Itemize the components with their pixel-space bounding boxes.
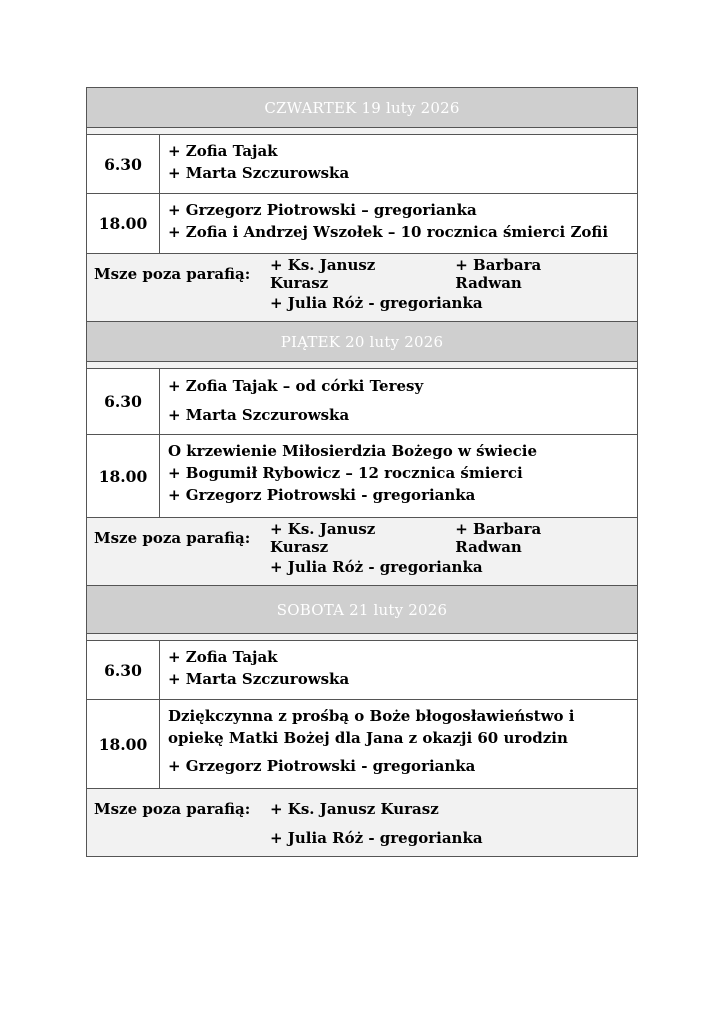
outside-parish-masses	[87, 518, 637, 586]
outside-line	[94, 552, 630, 581]
outside-label: Msze poza parafią:	[94, 528, 251, 547]
intention-line: + Grzegorz Piotrowski - gregorianka	[168, 486, 476, 504]
day-header: SOBOTA 21 luty 2026	[87, 586, 637, 634]
outside-line	[94, 794, 630, 823]
outside-intention: + Julia Róż - gregorianka	[270, 828, 483, 847]
mass-time: 18.00	[87, 700, 160, 788]
intention-line: + Grzegorz Piotrowski - gregorianka	[168, 757, 476, 775]
mass-intentions	[160, 369, 637, 434]
outside-line	[94, 823, 630, 852]
intention-line: + Zofia Tajak	[168, 142, 278, 160]
intention-line: Dziękczynna z prośbą o Boże błogosławieństwo i	[168, 707, 575, 725]
outside-line	[94, 288, 630, 317]
outside-parish-masses	[87, 254, 637, 322]
day-header: PIĄTEK 20 luty 2026	[87, 322, 637, 362]
intention-line: + Zofia i Andrzej Wszołek – 10 rocznica śmierci Zofii	[168, 223, 609, 241]
mass-intentions	[160, 700, 637, 788]
outside-intention: + Julia Róż - gregorianka	[270, 557, 483, 576]
mass-row	[87, 368, 637, 435]
outside-intention: + Ks. Janusz Kurasz	[270, 519, 376, 556]
outside-label: Msze poza parafią:	[94, 264, 251, 283]
mass-time: 6.30	[87, 641, 160, 699]
outside-parish-masses	[87, 789, 637, 856]
mass-time: 6.30	[87, 135, 160, 193]
mass-intentions	[160, 194, 637, 253]
intention-line: + Marta Szczurowska	[168, 164, 350, 182]
mass-row	[87, 640, 637, 700]
mass-intentions	[160, 641, 637, 699]
mass-time: 18.00	[87, 435, 160, 517]
outside-intention: + Ks. Janusz Kurasz	[270, 255, 376, 292]
outside-label: Msze poza parafią:	[94, 799, 251, 818]
mass-intentions	[160, 135, 637, 193]
mass-row	[87, 134, 637, 194]
intention-line: + Zofia Tajak	[168, 648, 278, 666]
outside-line	[94, 519, 630, 556]
intention-line: + Marta Szczurowska	[168, 406, 350, 424]
outside-intention: + Julia Róż - gregorianka	[270, 293, 483, 312]
outside-intention: + Barbara Radwan	[455, 255, 542, 292]
mass-row	[87, 194, 637, 254]
intention-line: + Zofia Tajak – od córki Teresy	[168, 377, 424, 395]
outside-line	[94, 255, 630, 292]
day-header: CZWARTEK 19 luty 2026	[87, 88, 637, 128]
intention-line: + Grzegorz Piotrowski – gregorianka	[168, 201, 477, 219]
intention-line: + Marta Szczurowska	[168, 670, 350, 688]
intention-line: O krzewienie Miłosierdzia Bożego w świecie	[168, 442, 538, 460]
mass-row	[87, 700, 637, 789]
mass-row	[87, 435, 637, 518]
outside-intention: + Barbara Radwan	[455, 519, 542, 556]
mass-time: 6.30	[87, 369, 160, 434]
mass-schedule-table	[86, 87, 638, 857]
mass-intentions	[160, 435, 637, 517]
outside-intention: + Ks. Janusz Kurasz	[270, 799, 439, 818]
mass-time: 18.00	[87, 194, 160, 253]
intention-line: opiekę Matki Bożej dla Jana z okazji 60 urodzin	[168, 729, 568, 747]
intention-line: + Bogumił Rybowicz – 12 rocznica śmierci	[168, 464, 523, 482]
